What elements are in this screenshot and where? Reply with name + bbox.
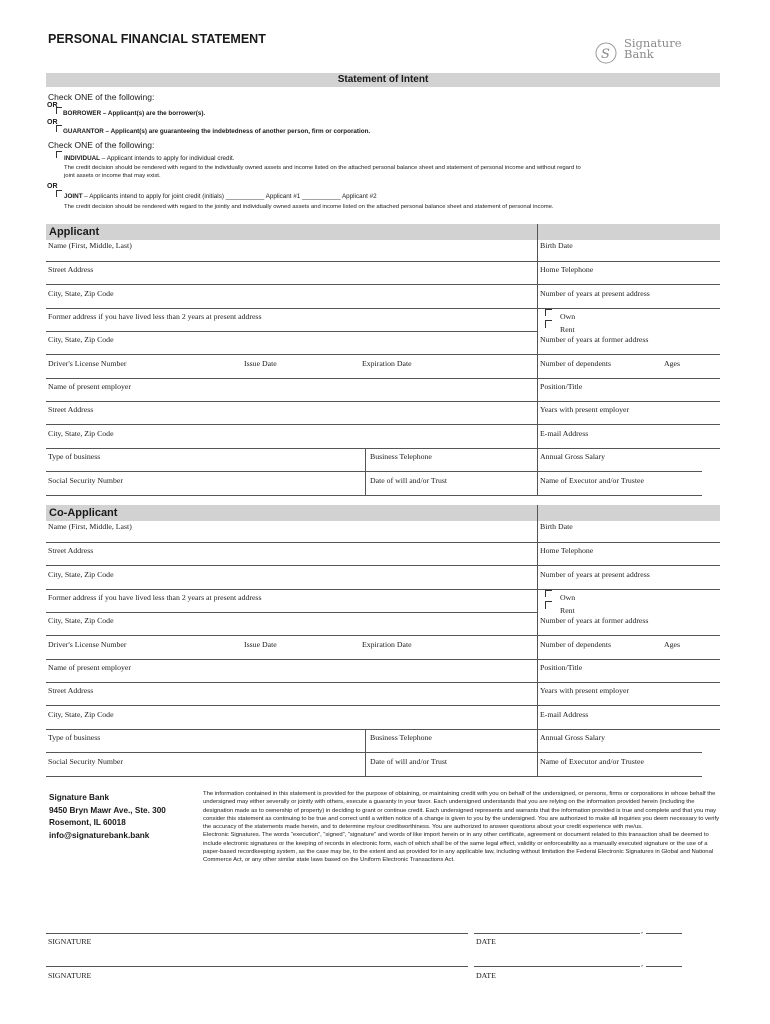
- column-divider: [365, 448, 366, 495]
- joint-checkbox[interactable]: [56, 190, 62, 197]
- birth-date-field[interactable]: Birth Date: [540, 241, 573, 250]
- joint-description: The credit decision should be rendered with regard to the jointly and individually owned assets and income listed on the attached personal balance sheet and statement of personal income.: [64, 204, 554, 210]
- date-label-2: DATE: [476, 971, 496, 980]
- employer-field[interactable]: Name of present employer: [48, 382, 131, 391]
- date-line-1[interactable]: [474, 933, 640, 934]
- date-label-1: DATE: [476, 937, 496, 946]
- business-type-field[interactable]: Type of business: [48, 452, 101, 461]
- years-employer-field[interactable]: Years with present employer: [540, 405, 630, 414]
- bank-address: 9450 Bryn Mawr Ave., Ste. 300: [49, 805, 166, 815]
- signature-line-1[interactable]: [46, 933, 468, 934]
- divider: [46, 471, 702, 472]
- co-employer-field[interactable]: Name of present employer: [48, 663, 131, 672]
- will-date-field[interactable]: Date of will and/or Trust: [370, 476, 448, 485]
- co-birth-date-field[interactable]: Birth Date: [540, 522, 573, 531]
- logo-line2: Bank: [624, 47, 654, 61]
- column-divider: [537, 224, 538, 495]
- former-city-state-zip-field[interactable]: City, State, Zip Code: [48, 335, 114, 344]
- rent-checkbox[interactable]: [545, 320, 552, 328]
- co-years-present-address-field[interactable]: Number of years at present address: [540, 570, 650, 579]
- co-city-state-zip-field[interactable]: City, State, Zip Code: [48, 570, 114, 579]
- own-label: Own: [560, 312, 576, 321]
- co-rent-label: Rent: [560, 606, 575, 615]
- divider: [46, 565, 720, 566]
- divider: [46, 659, 720, 660]
- signature-bank-logo: [594, 38, 694, 68]
- divider: [46, 635, 720, 636]
- check-one-label-2: Check ONE of the following:: [48, 140, 155, 150]
- divider: [46, 448, 720, 449]
- individual-option: [64, 155, 234, 162]
- bank-contact-block: [49, 792, 166, 842]
- bank-name: Signature Bank: [49, 793, 110, 802]
- date-comma-1: ,: [641, 926, 643, 935]
- divider: [46, 424, 720, 425]
- divider: [46, 331, 538, 332]
- co-position-title-field[interactable]: Position/Title: [540, 663, 583, 672]
- or-label-3: OR: [47, 183, 58, 190]
- co-rent-checkbox[interactable]: [545, 601, 552, 609]
- co-executor-field[interactable]: Name of Executor and/or Trustee: [540, 757, 644, 766]
- borrower-checkbox[interactable]: [56, 107, 62, 114]
- borrower-option: BORROWER – Applicant(s) are the borrower(s).: [63, 110, 206, 117]
- bank-email: info@signaturebank.bank: [49, 830, 150, 840]
- signature-label-2: SIGNATURE: [48, 971, 92, 980]
- guarantor-option: GUARANTOR – Applicant(s) are guaranteeing the indebtedness of another person, firm or corporation.: [63, 128, 371, 135]
- divider: [46, 401, 720, 402]
- date-comma-2: ,: [641, 959, 643, 968]
- employer-street-field[interactable]: Street Address: [48, 405, 94, 414]
- applicant-heading: Applicant: [46, 224, 720, 240]
- ages-field[interactable]: Ages: [664, 359, 681, 368]
- or-label-1: OR: [47, 102, 58, 109]
- co-annual-salary-field[interactable]: Annual Gross Salary: [540, 733, 605, 742]
- co-expiration-date-field[interactable]: Expiration Date: [362, 640, 412, 649]
- signature-label-1: SIGNATURE: [48, 937, 92, 946]
- coapplicant-section: [0, 505, 770, 781]
- page-title: PERSONAL FINANCIAL STATEMENT: [48, 32, 266, 46]
- business-telephone-field[interactable]: Business Telephone: [370, 452, 432, 461]
- statement-of-intent-heading: Statement of Intent: [46, 73, 720, 87]
- divider: [46, 354, 720, 355]
- co-ages-field[interactable]: Ages: [664, 640, 681, 649]
- expiration-date-field[interactable]: Expiration Date: [362, 359, 412, 368]
- street-address-field[interactable]: Street Address: [48, 265, 94, 274]
- divider: [46, 589, 720, 590]
- co-former-city-state-zip-field[interactable]: City, State, Zip Code: [48, 616, 114, 625]
- logo-line1: Signature: [624, 36, 682, 50]
- co-will-date-field[interactable]: Date of will and/or Trust: [370, 757, 448, 766]
- years-former-address-field[interactable]: Number of years at former address: [540, 335, 649, 344]
- co-home-telephone-field[interactable]: Home Telephone: [540, 546, 594, 555]
- divider: [46, 495, 702, 496]
- co-years-former-address-field[interactable]: Number of years at former address: [540, 616, 649, 625]
- year-line-1[interactable]: [646, 933, 682, 934]
- applicant-section: [0, 224, 770, 500]
- guarantor-checkbox[interactable]: [56, 125, 62, 132]
- co-own-label: Own: [560, 593, 576, 602]
- city-state-zip-field[interactable]: City, State, Zip Code: [48, 289, 114, 298]
- annual-salary-field[interactable]: Annual Gross Salary: [540, 452, 605, 461]
- joint-title: JOINT: [64, 193, 83, 200]
- co-dependents-field[interactable]: Number of dependents: [540, 640, 612, 649]
- legal-disclosure: [203, 790, 721, 865]
- joint-text: – Applicants intend to apply for joint credit (initials) ___________ Applicant #1 ___________ Applicant #2: [82, 193, 377, 200]
- employer-city-field[interactable]: City, State, Zip Code: [48, 429, 114, 438]
- divider: [46, 682, 720, 683]
- executor-field[interactable]: Name of Executor and/or Trustee: [540, 476, 644, 485]
- divider: [46, 776, 702, 777]
- co-employer-street-field[interactable]: Street Address: [48, 686, 94, 695]
- divider: [46, 284, 720, 285]
- co-street-address-field[interactable]: Street Address: [48, 546, 94, 555]
- bank-city: Rosemont, IL 60018: [49, 818, 126, 827]
- email-field[interactable]: E-mail Address: [540, 429, 589, 438]
- coapplicant-heading: Co-Applicant: [46, 505, 720, 521]
- date-line-2[interactable]: [474, 966, 640, 967]
- position-title-field[interactable]: Position/Title: [540, 382, 583, 391]
- co-email-field[interactable]: E-mail Address: [540, 710, 589, 719]
- check-one-label-1: Check ONE of the following:: [48, 92, 155, 102]
- dependents-field[interactable]: Number of dependents: [540, 359, 612, 368]
- column-divider: [537, 505, 538, 776]
- signature-line-2[interactable]: [46, 966, 468, 967]
- own-checkbox[interactable]: [545, 309, 552, 316]
- co-years-employer-field[interactable]: Years with present employer: [540, 686, 630, 695]
- ssn-field[interactable]: Social Security Number: [48, 476, 123, 485]
- divider: [46, 308, 720, 309]
- name-field[interactable]: Name (First, Middle, Last): [48, 241, 132, 250]
- divider: [46, 729, 720, 730]
- or-label-2: OR: [47, 119, 58, 126]
- individual-description: The credit decision should be rendered with regard to the individually owned assets and income listed on the attached personal balance sheet and statement of personal income and without regard to joint assets or income that may exist.: [64, 165, 581, 180]
- divider: [46, 542, 720, 543]
- co-issue-date-field[interactable]: Issue Date: [244, 640, 277, 649]
- co-ssn-field[interactable]: Social Security Number: [48, 757, 123, 766]
- svg-text:S: S: [601, 47, 610, 62]
- divider: [46, 612, 538, 613]
- former-address-field[interactable]: Former address if you have lived less than 2 years at present address: [48, 312, 262, 321]
- co-employer-city-field[interactable]: City, State, Zip Code: [48, 710, 114, 719]
- divider: [46, 261, 720, 262]
- year-line-2[interactable]: [646, 966, 682, 967]
- joint-option: [64, 193, 377, 200]
- co-business-type-field[interactable]: Type of business: [48, 733, 101, 742]
- drivers-license-field[interactable]: Driver's License Number: [48, 359, 127, 368]
- individual-title: INDIVIDUAL: [64, 155, 101, 162]
- divider: [46, 752, 702, 753]
- co-former-address-field[interactable]: Former address if you have lived less than 2 years at present address: [48, 593, 262, 602]
- co-name-field[interactable]: Name (First, Middle, Last): [48, 522, 132, 531]
- divider: [46, 705, 720, 706]
- individual-checkbox[interactable]: [56, 151, 62, 158]
- home-telephone-field[interactable]: Home Telephone: [540, 265, 594, 274]
- individual-text: – Applicant intends to apply for individual credit.: [100, 155, 235, 162]
- column-divider: [365, 729, 366, 776]
- years-present-address-field[interactable]: Number of years at present address: [540, 289, 650, 298]
- issue-date-field[interactable]: Issue Date: [244, 359, 277, 368]
- co-business-telephone-field[interactable]: Business Telephone: [370, 733, 432, 742]
- legal-paragraph-2: Electronic Signatures. The words “execution”, “signed”, “signature” and words of like import herein or in any other certificate, agreement or document related to this transaction shall be deemed to include electronic signatures or the keeping of records in electronic form, each of which shall be of the same legal effect, validity or enforceability as a manually executed signature or the use of a paper-based recordkeeping system, as the case may be, to the extent and as provided for in any applicable law, including without limitation the Federal Electronic Signatures in Global and National Commerce Act, or any other similar state laws based on the Uniform Electronic Transactions Act.: [203, 832, 714, 864]
- divider: [46, 378, 720, 379]
- co-own-checkbox[interactable]: [545, 590, 552, 597]
- rent-label: Rent: [560, 325, 575, 334]
- co-drivers-license-field[interactable]: Driver's License Number: [48, 640, 127, 649]
- logo-emblem-icon: [594, 38, 622, 66]
- legal-paragraph-1: The information contained in this statement is provided for the purpose of obtaining, or maintaining credit with you on behalf of the undersigned, or persons, firms or corporations in whose behalf the undersigned may either severally or jointly with others, execute a guaranty in your favor. Each undersigned understands that you are relying on the information provided herein (including the designation made as to ownership of property) in deciding to grant or continue credit. Each undersigned represents and warrants that the information provided is true and complete and that you may consider this statement as continuing to be true and correct until a written notice of a change is given to you by the undersigned. You are authorized to make all inquiries you deem necessary to verify the accuracy of the statements made herein, and to determine my/our creditworthiness. You are authorized to answer questions about your credit experience with me/us.: [203, 791, 720, 831]
